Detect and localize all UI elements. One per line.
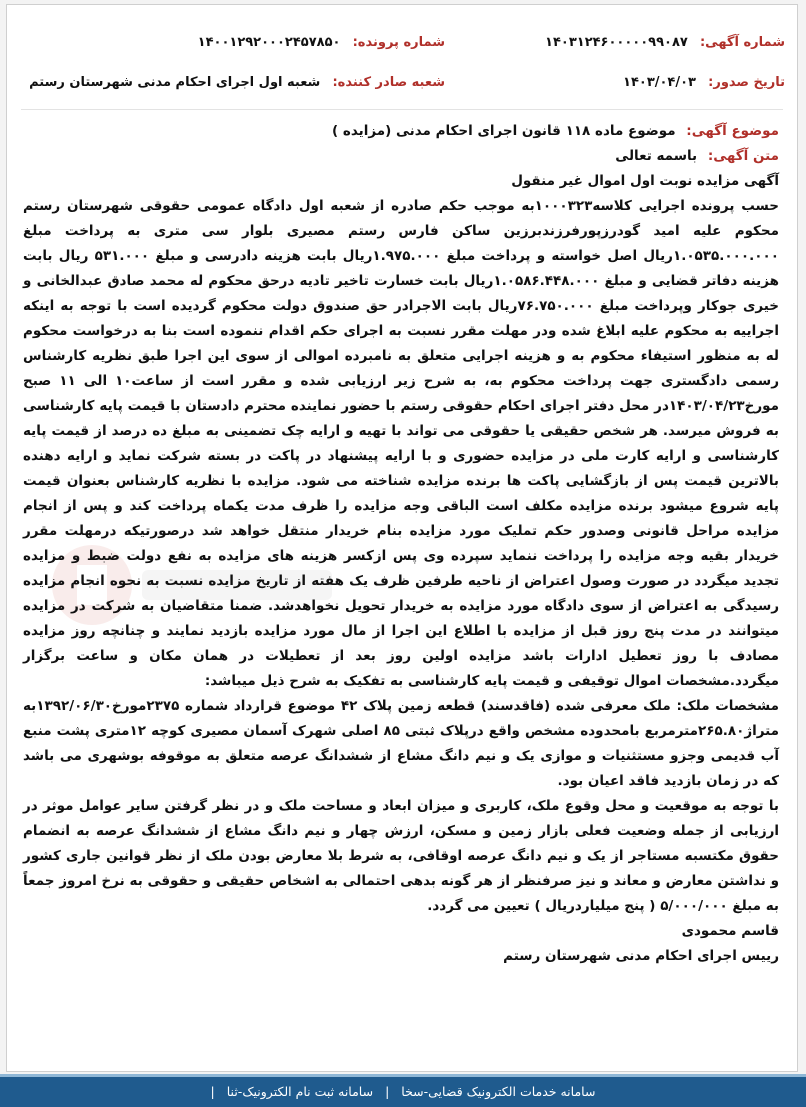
footer-link-sana[interactable]: سامانه ثبت نام الکترونیک-ثنا [226,1084,374,1099]
subject-label: موضوع آگهی: [686,123,779,139]
notice-number-row [545,35,785,50]
issuer-label: شعبه صادر کننده: [332,75,445,90]
issuer: شعبه اول اجرای احکام مدنی شهرستان رستم [29,75,321,90]
footer-divider: | [385,1084,390,1099]
case-number: ۱۴۰۰۱۲۹۲۰۰۰۲۴۵۷۸۵۰ [197,35,341,50]
notice-body [23,119,779,969]
notice-text-line [23,144,779,169]
issue-date-row [623,75,785,90]
footer-divider-end: | [210,1084,215,1099]
paragraph-property: مشخصات ملک: ملک معرفی شده (فاقدسند) قطعه زمین پلاک ۴۲ موضوع قرارداد شماره ۲۳۷۵مورخ۱۳۹۲/۰۶/۳۰به متراژ۲۶۵.۸۰مترمربع بامحدوده مشخص واقع درپلاک ثبتی ۸۵ اصلی شهرک آسمان مصیری کوچه ۱۲متری پشت منبع آب قدیمی وجزو مستثنیات و موازی یک و نیم دانگ مشاع از ششدانگ عرصه متعلق به موقوفه بوشهری می باشد که در زمان بازدید فاقد اعیان بود. [23,698,779,789]
case-number-label: شماره پرونده: [352,35,445,50]
header-divider [21,109,783,110]
case-number-row [198,35,445,50]
issue-date: ۱۴۰۳/۰۴/۰۳ [623,75,696,90]
notice-number-label: شماره آگهی: [699,35,785,50]
issuer-row [29,75,445,90]
notice-text-value: باسمه تعالی [615,148,698,164]
notice-text-label: متن آگهی: [707,148,779,164]
notice-number: ۱۴۰۳۱۲۴۶۰۰۰۰۰۹۹۰۸۷ [545,35,688,50]
signatory-name: قاسم محمودی [681,923,779,939]
footer-bar [0,1074,806,1107]
subject-line [23,119,779,144]
paragraph-valuation: با توجه به موقعیت و محل وقوع ملک، کاربری و میزان ابعاد و مساحت ملک و در نظر گرفتن سایر عوامل موثر در ارزیابی از جمله وضعیت فعلی بازار زمین و مسکن، ارزش چهار و نیم دانگ مشاع از ششدانگ عرصه به انضمام حقوق مکتسبه مستاجر از یک و نیم دانگ عرصه اوقافی، به شرط بلا معارض بودن ملک از نظر قوانین جاری کشور و نداشتن معارض و معاند و نیز صرفنظر از هر گونه بدهی احتمالی به اشخاص حقیقی و حقوقی به نرخ امروز جمعاً به مبلغ ۵/۰۰۰/۰۰۰ ( پنج میلیاردریال ) تعیین می گردد. [23,798,779,914]
signatory-title: رییس اجرای احکام مدنی شهرستان رستم [503,948,779,964]
issue-date-label: تاریخ صدور: [708,75,785,90]
notice-panel [6,4,798,1072]
subject-value: موضوع ماده ۱۱۸ قانون اجرای احکام مدنی (مزایده ) [332,123,676,139]
footer-link-sakha[interactable]: سامانه خدمات الکترونیک قضایی-سخا [401,1084,596,1099]
auction-title: آگهی مزایده نوبت اول اموال غیر منقول [511,173,779,189]
paragraph-intro: حسب پرونده اجرایی کلاسه۱۰۰۰۳۲۳به موجب حکم صادره از شعبه اول دادگاه عمومی حقوقی شهرستان رستم محکوم علیه امید گودرزپورفرزندبرزین ساکن فارس رستم مصیری بلوار سی متری به پرداخت مبلغ ۱.۰۵۳۵.۰۰۰.۰۰۰ریال اصل خواسته و پرداخت مبلغ ۱.۹۷۵.۰۰۰ریال بابت هزینه دادرسی و مبلغ ۵۳۱.۰۰۰ ریال بابت هزینه دفاتر قضایی و مبلغ ۱.۰۵۸۶.۴۴۸.۰۰۰ریال بابت خسارت تاخیر تادیه درحق محکوم له محمد صادق عبدالخانی و خیری جوکار وپرداخت مبلغ ۷۶.۷۵۰.۰۰۰ریال بابت الاجرادر حق صندوق دولت محکوم گردیده است با توجه به اینکه اجراییه به محکوم علیه ابلاغ شده ودر مهلت مقرر نسبت به اجرای حکم اقدام ننموده است بنا به درخواست محکوم له به منظور استیفاء محکوم به و هزینه اجرایی متعلق به نامبرده اموالی از سوی این اجرا طبق نظریه کارشناس رسمی دادگستری جهت پرداخت محکوم به، به شرح زیر ارزیابی شده و مقرر است از ساعت۱۰ الی ۱۱ صبح مورخ۱۴۰۳/۰۴/۲۳در محل دفتر اجرای احکام حقوقی رستم با حضور نماینده محترم دادستان با قیمت پایه کارشناسی به فروش میرسد. هر شخص حقیقی یا حقوقی می تواند با تهیه و ارایه چک تضمینی به مبلغ ده درصد از قیمت پایه کارشناسی و ارایه کارت ملی در مزایده حضوری و با ارایه پیشنهاد در پاکت در بسته شرکت نماید و ارایه دهنده بالاترین قیمت پس از بازگشایی پاکت ها برنده مزایده شناخته می شود. مزایده با نظریه کارشناس بعنوان قیمت پایه شروع میشود برنده مزایده مکلف است الباقی وجه مزایده را ظرف مدت یکماه پرداخت کند و پس از انجام مزایده مراحل قانونی وصدور حکم تملیک مورد مزایده بنام خریدار منتقل خواهد شد درصورتیکه درمهلت مقرر خریدار بقیه وجه مزایده را پرداخت ننماید سپرده وی پس ازکسر هزینه های مزایده به نفع دولت ضبط و مزایده تجدید میگردد در صورت وصول اعتراض از ناحیه طرفین ظرف یک هفته از تاریخ مزایده نسبت به نحوه انجام مزایده رسیدگی به اعتراض از سوی دادگاه مورد مزایده به خریدار تحویل نخواهدشد. ضمنا متقاضیان به شرکت در مزایده میتوانند در مدت پنج روز قبل از مزایده با اطلاع این اجرا از مال مورد مزایده بازدید نمایند و چنانچه روز مزایده مصادف با روز تعطیل ادارات باشد مزایده اولین روز بعد از تعطیلات در همان مکان و ساعت برگزار میگردد.مشخصات اموال توقیفی و قیمت پایه کارشناسی به تفکیک به شرح ذیل میباشد: [23,198,779,689]
